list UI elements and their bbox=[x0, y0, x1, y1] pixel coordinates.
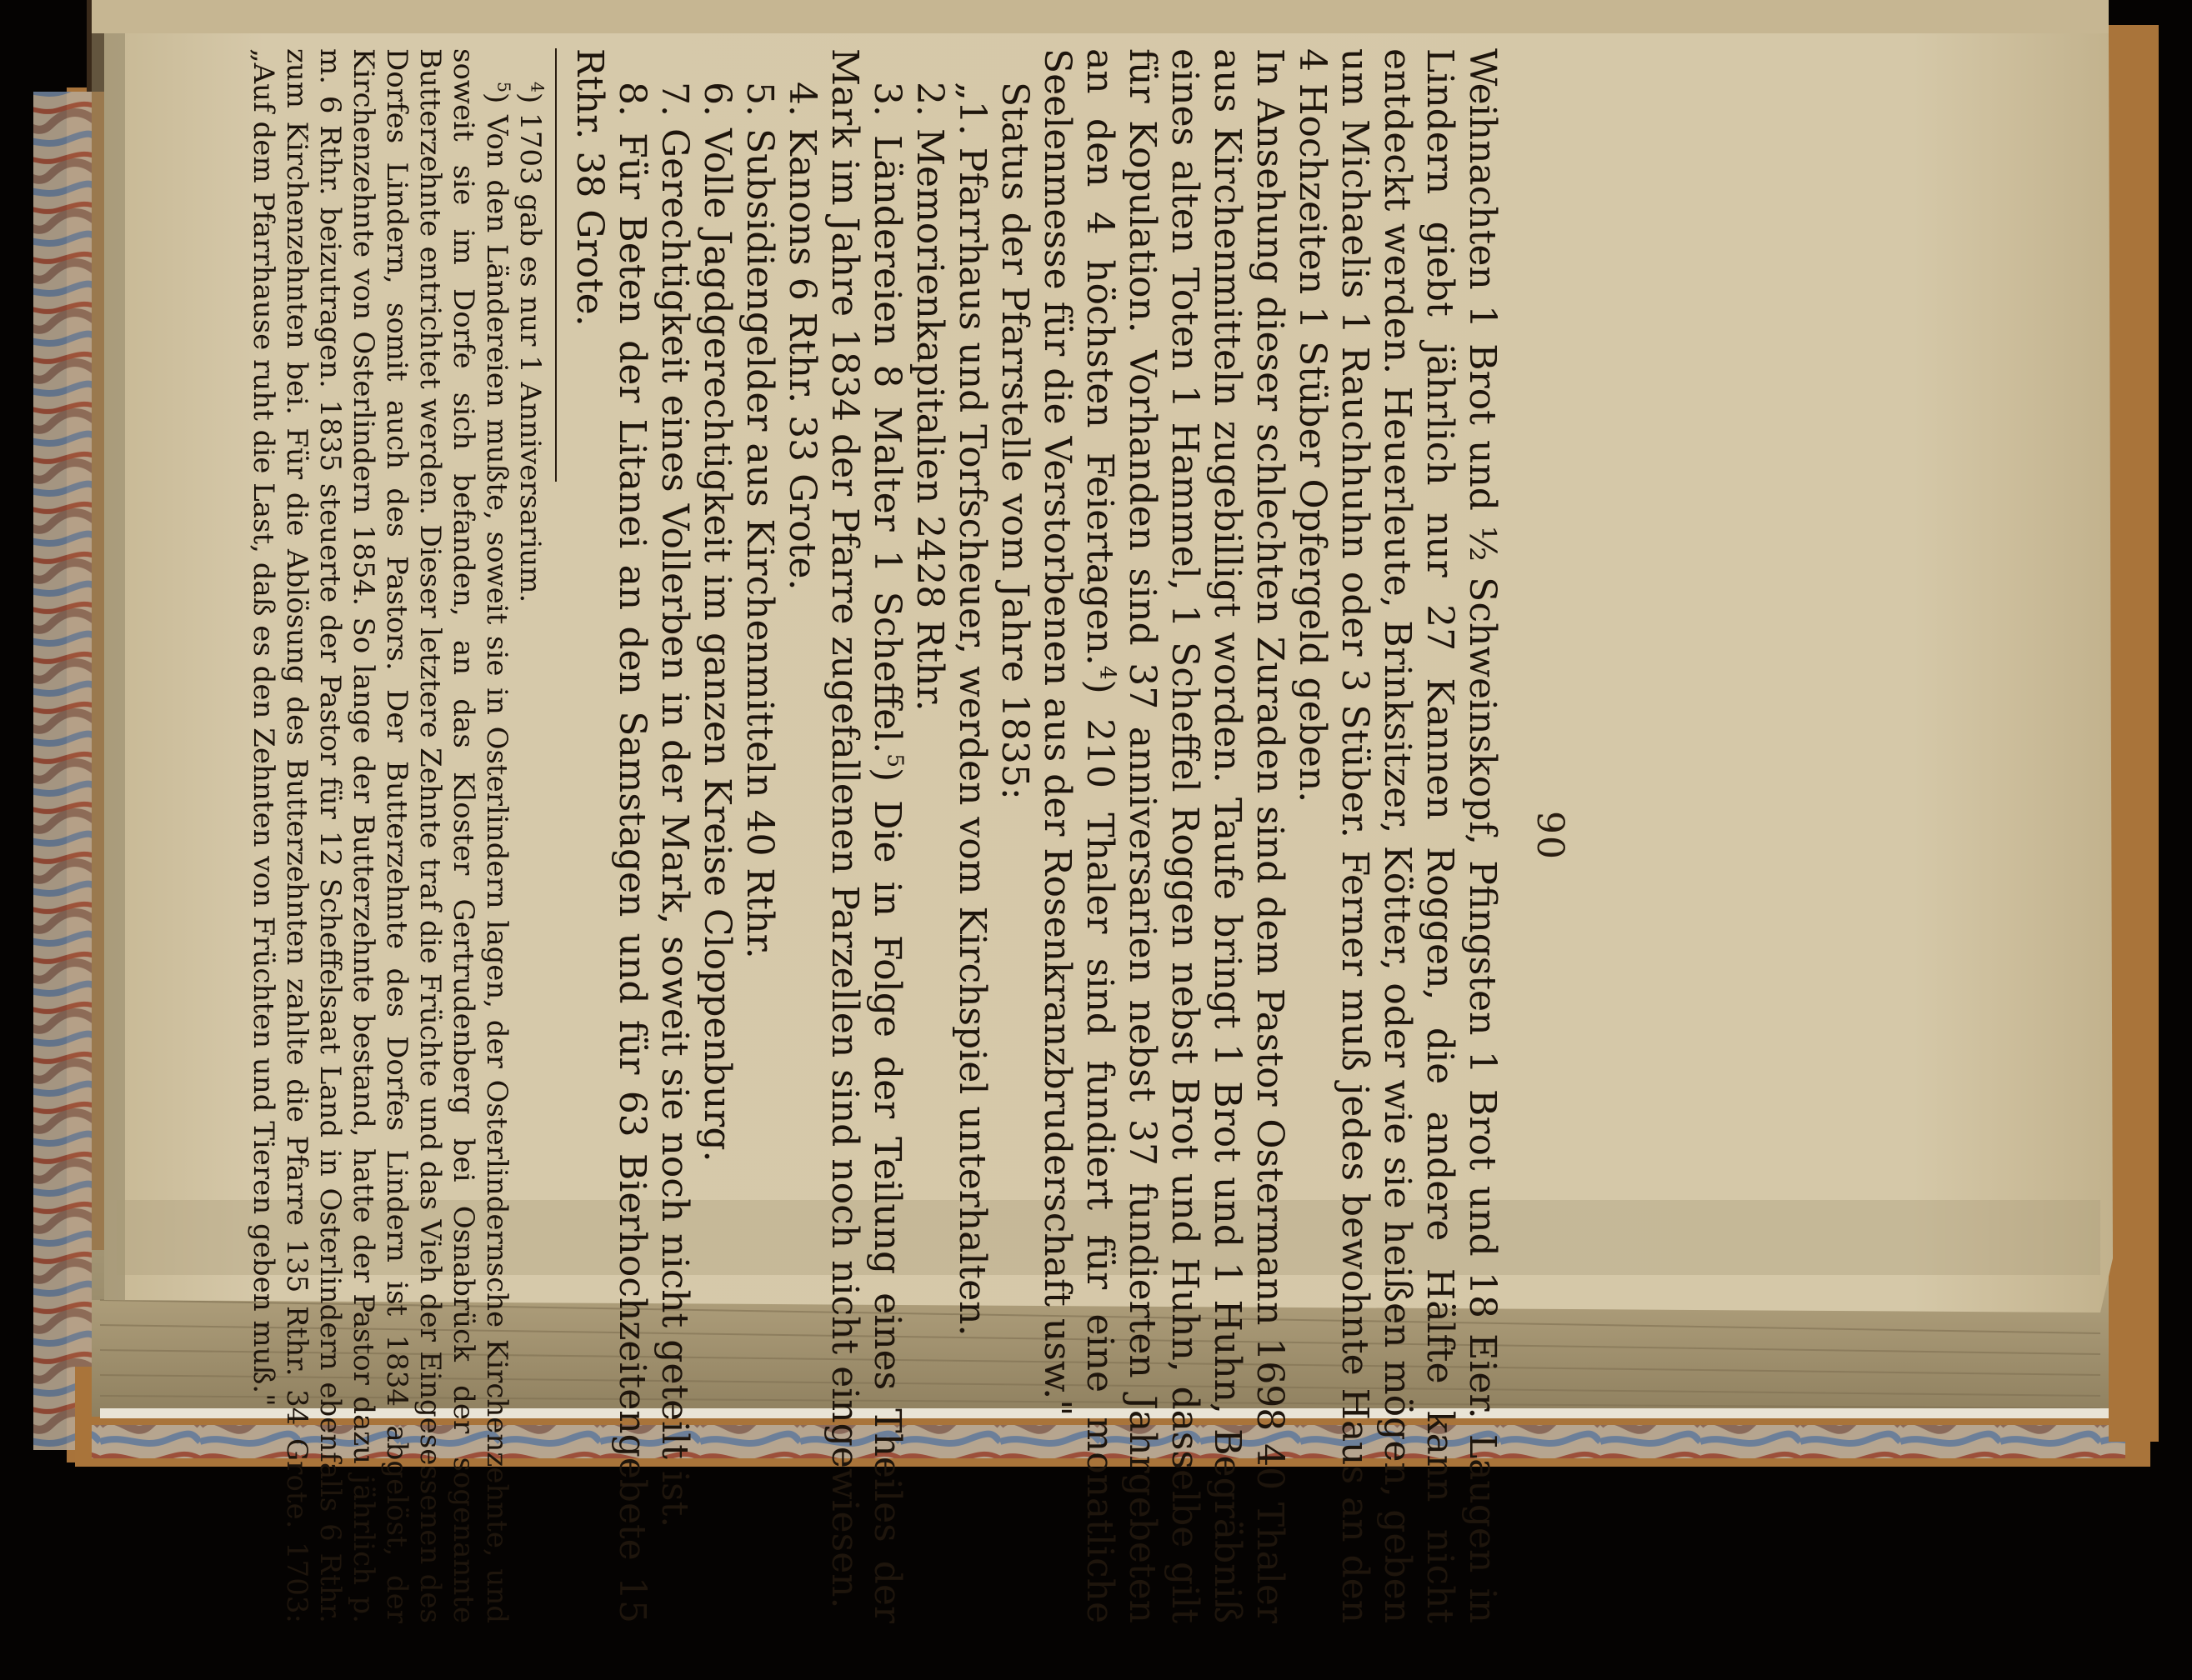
footnote bbox=[247, 48, 513, 1623]
footnote-ref: 4 bbox=[1094, 665, 1121, 680]
footnote-text: ) Von den Ländereien mußte, soweit sie in Osterlindern lagen, der Osterlindernsche Kirchenzehnte, und soweit sie im Dorfe sich befanden, an das Kloster Gertrudenberg bei Osnabrück der sogenannte Butterzehnte entrichtet werden. Dieser letztere Zehnte traf die Früchte und das Vieh der Eingesessenen des Dorfes Lindern, somit auch des Pastors. Der Butterzehnte des Dorfes Lindern ist 1834 abgelöst, der Kirchenzehnte von Osterlindern 1854. So lange der Butterzehnte bestand, hatte der Pastor dazu jährlich p. m. 6 Rthr. beizutragen. 1835 steuerte der Pastor für 12 Scheffelsaat Land in Osterlindern ebenfalls 6 Rthr. zum Kirchenzehnten bei. Für die Ablösung des Butterzehnten zahlte die Pfarre 135 Rthr. 34 Grote. 1703: „Auf dem Pfarrhause ruht die Last, daß es den Zehnten von Früchten und Tieren geben muß." bbox=[247, 48, 513, 1623]
list-item-text: 3. Ländereien 8 Malter 1 Scheffel. bbox=[866, 82, 908, 754]
footnote-divider bbox=[555, 48, 557, 482]
footnote-ref: 5 bbox=[882, 753, 908, 768]
list-item: 4. Kanons 6 Rthr. 33 Grote. bbox=[781, 82, 823, 591]
page-content bbox=[247, 23, 1571, 1648]
paragraph-text: ) 210 Thaler sind fundiert für eine monatliche Seelenmesse für die Verstorbenen aus der Rosenkranzbruderschaft usw." bbox=[1036, 48, 1121, 1623]
list-item: 5. Subsidiengelder aus Kirchenmitteln 40 Rthr. bbox=[738, 82, 781, 959]
status-list bbox=[568, 48, 993, 1623]
footnote bbox=[513, 48, 547, 1623]
paragraph-text: In Ansehung dieser schlechten Zuraden sind dem Pastor Ostermann 1698 40 Thaler aus Kirchenmitteln zugebilligt worden. Taufe bringt 1 Brot und 1 Huhn, Begräbniß eines alten Toten 1 Hammel, 1 Scheffel Roggen nebst Brot und Huhn, dasselbe gilt für Kopulation. Vorhanden sind 37 anniversarien nebst 37 fundierten Jahrgebeten an den 4 höchsten Feiertagen. bbox=[1078, 48, 1291, 1623]
page-number: 90 bbox=[1529, 811, 1571, 861]
paragraph: Weihnachten 1 Brot und ½ Schweinskopf, Pfingsten 1 Brot und 18 Eier. Laugen in Lindern giebt jährlich nur 27 Kannen Roggen, die andere Hälfte kann nicht entdeckt werden. Heuerleute, Brinksitzer, Kötter, oder wie sie heißen mögen, geben um Michaelis 1 Rauchhuhn oder 3 Stüber. Ferner muß jedes bewohnte Haus an den 4 Hochzeiten 1 Stüber Opfergeld geben. bbox=[1291, 48, 1504, 1623]
footnotes bbox=[247, 48, 547, 1623]
list-item: 7. Gerechtigkeit eines Vollerben in der Mark, soweit sie noch nicht geteilt ist. bbox=[653, 82, 696, 1528]
list-item-text: ) Die in Folge der Teilung eines Theiles der Mark im Jahre 1834 der Pfarre zugefallenen Parzellen sind noch nicht eingewiesen. bbox=[823, 48, 908, 1623]
footnote-text: ) 1703 gab es nur 1 Anniversarium. bbox=[513, 92, 547, 603]
list-item bbox=[823, 48, 908, 1623]
list-item: „1. Pfarrhaus und Torfscheuer, werden vom Kirchspiel unterhalten. bbox=[951, 82, 993, 1337]
status-heading: Status der Pfarrstelle vom Jahre 1835: bbox=[993, 82, 1036, 800]
list-item: 8. Für Beten der Litanei an den Samstagen und für 63 Bierhochzeitengebete 15 Rthr. 38 Grote. bbox=[568, 48, 653, 1623]
list-item: 2. Memorienkapitalien 2428 Rthr. bbox=[908, 82, 951, 712]
body-text bbox=[568, 48, 1504, 1623]
list-item: 6. Volle Jagdgerechtigkeit im ganzen Kreise Cloppenburg. bbox=[696, 82, 738, 1162]
footnote-mark: 4 bbox=[527, 82, 548, 92]
paragraph bbox=[1036, 48, 1291, 1623]
footnote-mark: 5 bbox=[493, 82, 514, 92]
